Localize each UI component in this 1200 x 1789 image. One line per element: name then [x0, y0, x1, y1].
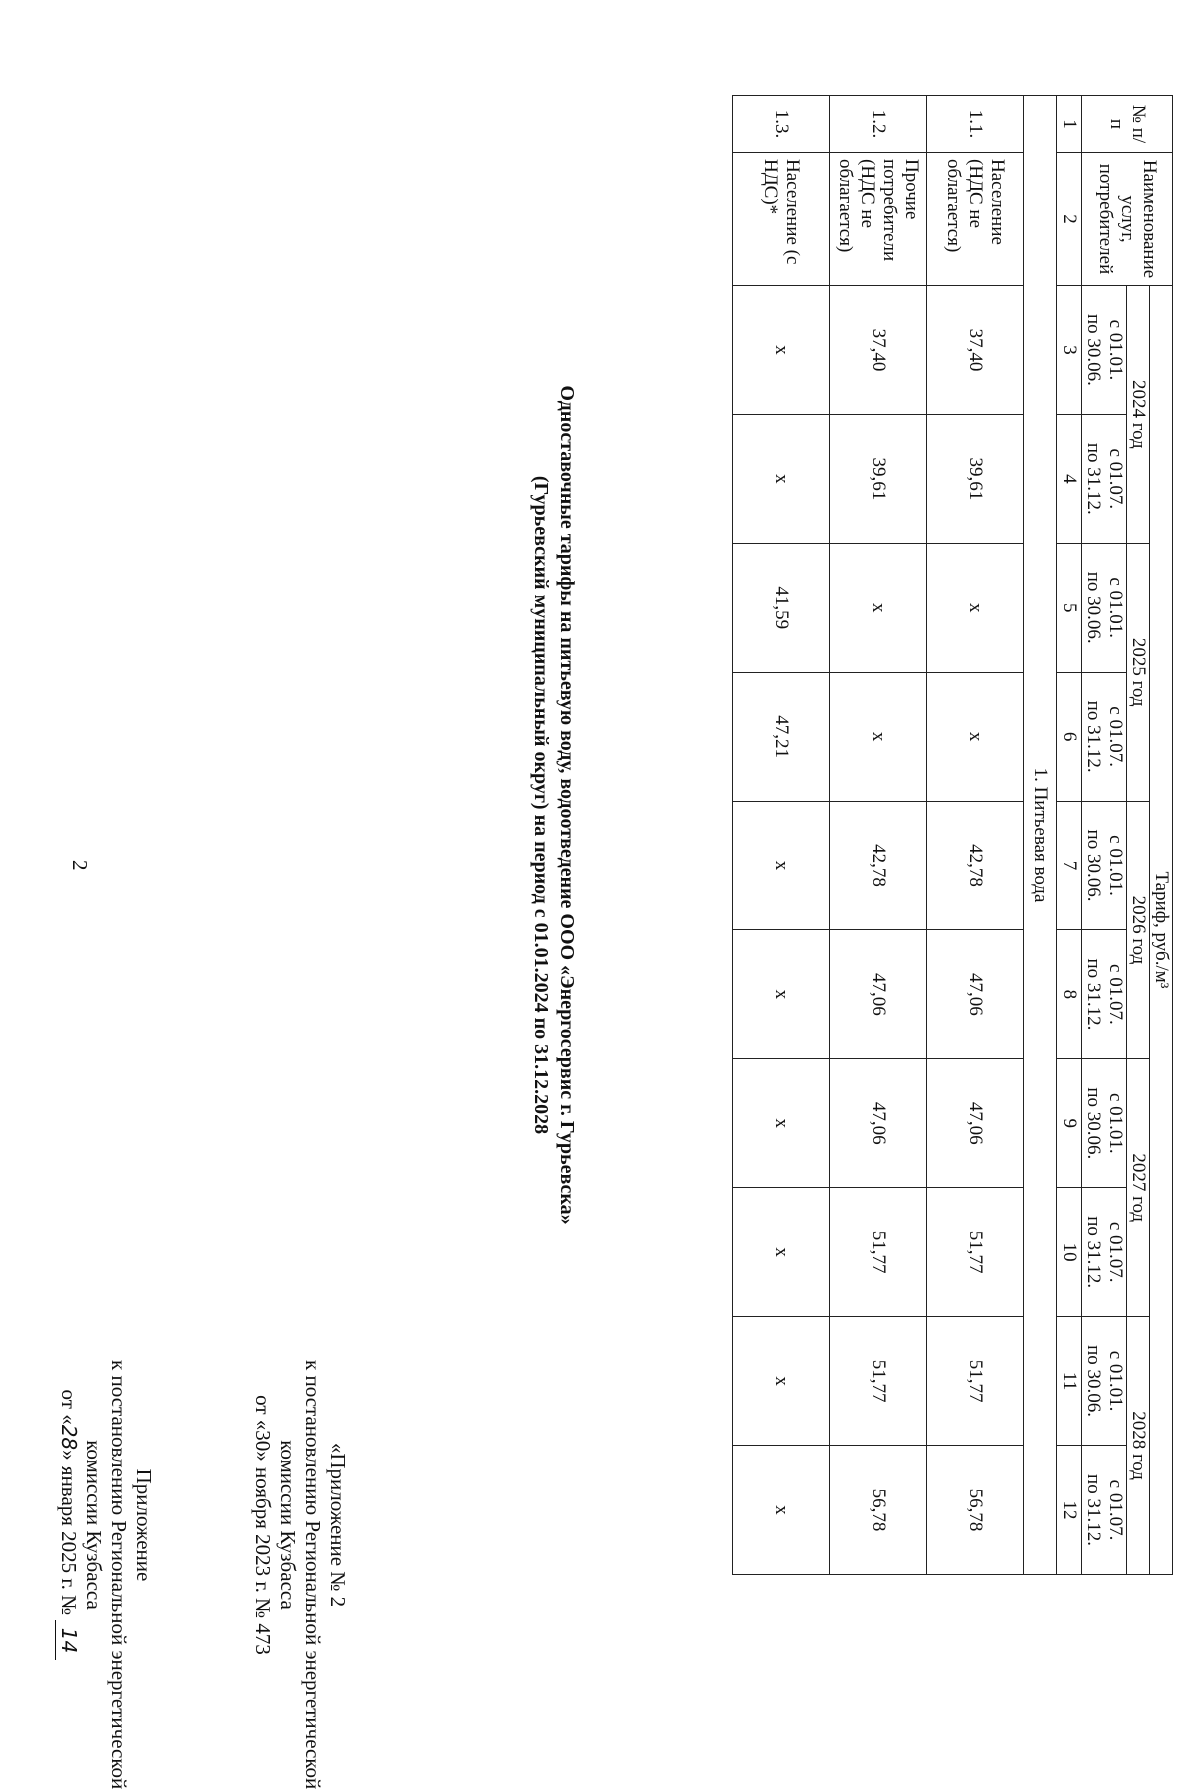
page-number: 2	[68, 860, 92, 871]
column-number: 2	[1057, 153, 1082, 286]
period-from: с 01.01.	[1105, 835, 1126, 896]
tariff-value: 56,78	[830, 1446, 927, 1575]
appendix-header	[55, 1360, 156, 1789]
tariff-value: 51,77	[927, 1188, 1024, 1317]
previous-appendix-header	[250, 1360, 350, 1789]
header-period-second-half	[1082, 1188, 1127, 1317]
tariff-value: 37,40	[927, 286, 1024, 415]
header-period-second-half	[1082, 930, 1127, 1059]
header-year: 2026 год	[1127, 801, 1150, 1059]
period-to: по 30.06.	[1083, 829, 1104, 902]
appendix-resolution-line: к постановлению Региональной энергетической	[107, 1360, 131, 1789]
header-tariff: Тариф, руб./м³	[1150, 286, 1173, 1575]
tariff-value: 41,59	[733, 543, 830, 672]
tariff-value: х	[733, 1059, 830, 1188]
tariff-value: 42,78	[830, 801, 927, 930]
header-year: 2027 год	[1127, 1059, 1150, 1317]
document-title	[528, 215, 580, 1395]
tariff-value: х	[733, 930, 830, 1059]
tariff-value: х	[733, 1317, 830, 1446]
header-year: 2025 год	[1127, 543, 1150, 801]
row-consumer-name: Население (с НДС)*	[733, 153, 830, 286]
section-title: 1. Питьевая вода	[1024, 96, 1057, 1575]
row-number: 1.2.	[830, 96, 927, 153]
period-from: с 01.01.	[1105, 1350, 1126, 1412]
column-number: 3	[1057, 286, 1082, 415]
appendix-date-line	[55, 1360, 81, 1690]
period-from: с 01.07.	[1105, 1221, 1126, 1283]
title-line-1: Одноставочные тарифы на питьевую воду, водоотведение ООО «Энергосервис г. Гурьевска»	[556, 385, 578, 1225]
column-number: 11	[1057, 1317, 1082, 1446]
period-from: с 01.01.	[1105, 319, 1126, 381]
title-line-2: (Гурьевский муниципальный округ) на период с 01.01.2024 по 31.12.2028	[530, 475, 552, 1135]
header-period-first-half	[1082, 286, 1127, 415]
tariff-value: 39,61	[830, 414, 927, 543]
tariff-value: х	[733, 801, 830, 930]
column-number: 8	[1057, 930, 1082, 1059]
tariff-value: 39,61	[927, 414, 1024, 543]
row-consumer-name: Прочие потребители (НДС не облагается)	[830, 153, 927, 286]
header-period-second-half	[1082, 672, 1127, 801]
tariff-value: х	[733, 286, 830, 415]
column-number: 10	[1057, 1188, 1082, 1317]
column-number: 7	[1057, 801, 1082, 930]
tariff-value: 47,21	[733, 672, 830, 801]
column-numbers-row	[1057, 96, 1082, 1575]
tariff-value: 47,06	[830, 1059, 927, 1188]
column-number: 12	[1057, 1446, 1082, 1575]
tariff-table	[732, 95, 1173, 1575]
prev-appendix-resolution-line: к постановлению Региональной энергетической	[301, 1360, 325, 1789]
period-from: с 01.07.	[1105, 1479, 1126, 1541]
column-number: 9	[1057, 1059, 1082, 1188]
header-period-first-half	[1082, 1059, 1127, 1188]
tariff-value: 42,78	[927, 801, 1024, 930]
header-period-first-half	[1082, 543, 1127, 672]
handwritten-number: 14	[55, 1620, 81, 1660]
header-no: № п/п	[1082, 96, 1173, 153]
period-to: по 31.12.	[1083, 442, 1104, 515]
tariff-value: 47,06	[927, 930, 1024, 1059]
header-name: Наименование услуг, потребителей	[1082, 153, 1173, 286]
tariff-value: 51,77	[830, 1188, 927, 1317]
tariff-value: 51,77	[830, 1317, 927, 1446]
period-from: с 01.01.	[1105, 1092, 1126, 1154]
table-row	[927, 96, 1024, 1575]
tariff-value: х	[927, 672, 1024, 801]
header-periods-row	[1082, 96, 1127, 1575]
date-prefix: от «	[57, 1389, 81, 1425]
handwritten-day: 28	[57, 1424, 81, 1451]
header-year: 2028 год	[1127, 1317, 1150, 1575]
column-number: 6	[1057, 672, 1082, 801]
period-to: по 30.06.	[1083, 313, 1104, 386]
table-row	[733, 96, 830, 1575]
header-period-first-half	[1082, 1317, 1127, 1446]
tariff-value: х	[830, 672, 927, 801]
header-years-row	[1127, 96, 1150, 1575]
column-number: 4	[1057, 414, 1082, 543]
prev-appendix-date-line: от «30» ноября 2023 г. № 473	[251, 1395, 275, 1655]
tariff-value: 37,40	[830, 286, 927, 415]
section-row	[1024, 96, 1057, 1575]
column-number: 5	[1057, 543, 1082, 672]
header-row	[1150, 96, 1173, 1575]
period-to: по 30.06.	[1083, 1087, 1104, 1160]
tariff-value: х	[830, 543, 927, 672]
date-mid: » января 2025 г. №	[57, 1450, 81, 1616]
row-consumer-name: Население (НДС не облагается)	[927, 153, 1024, 286]
period-to: по 31.12.	[1083, 1216, 1104, 1289]
tariff-value: 47,06	[830, 930, 927, 1059]
tariff-value: х	[733, 414, 830, 543]
column-number: 1	[1057, 96, 1082, 153]
period-from: с 01.01.	[1105, 577, 1126, 639]
period-to: по 31.12.	[1083, 700, 1104, 773]
tariff-value: 47,06	[927, 1059, 1024, 1188]
row-number: 1.1.	[927, 96, 1024, 153]
prev-appendix-commission-line: комиссии Кузбасса	[276, 1440, 300, 1610]
period-to: по 30.06.	[1083, 1345, 1104, 1418]
period-to: по 30.06.	[1083, 571, 1104, 644]
appendix-commission-line: комиссии Кузбасса	[82, 1440, 106, 1610]
tariff-value: х	[927, 543, 1024, 672]
header-year: 2024 год	[1127, 286, 1150, 544]
prev-appendix-title: «Приложение № 2	[326, 1442, 350, 1608]
table-row	[830, 96, 927, 1575]
tariff-value: х	[733, 1188, 830, 1317]
period-to: по 31.12.	[1083, 1474, 1104, 1546]
tariff-value: х	[733, 1446, 830, 1575]
tariff-value: 56,78	[927, 1446, 1024, 1575]
appendix-title: Приложение	[132, 1468, 156, 1582]
header-period-first-half	[1082, 801, 1127, 930]
period-from: с 01.07.	[1105, 706, 1126, 767]
header-period-second-half	[1082, 414, 1127, 543]
row-number: 1.3.	[733, 96, 830, 153]
header-period-second-half	[1082, 1446, 1127, 1575]
period-to: по 31.12.	[1083, 958, 1104, 1031]
tariff-value: 51,77	[927, 1317, 1024, 1446]
period-from: с 01.07.	[1105, 964, 1126, 1025]
period-from: с 01.07.	[1105, 448, 1126, 510]
